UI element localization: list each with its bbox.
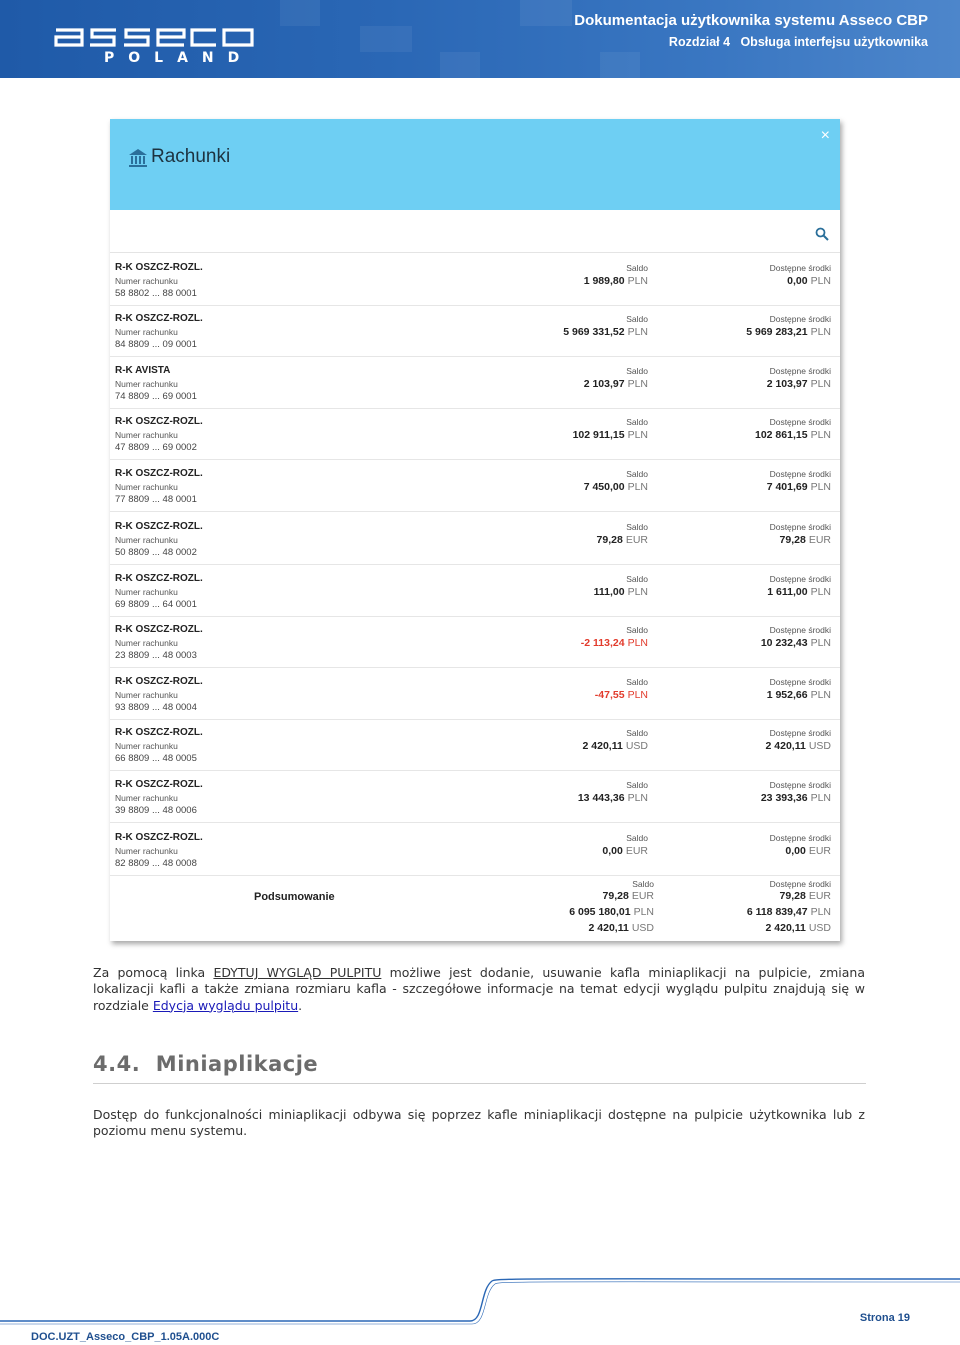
account-name: R-K OSZCZ-ROZL. (115, 832, 203, 843)
available-amount: 7 401,69 (766, 481, 808, 493)
paragraph-desktop-edit (93, 965, 865, 1014)
available-value (767, 378, 831, 390)
balance-currency: EUR (625, 534, 648, 546)
balance-amount: 2 420,11 (582, 740, 623, 752)
account-number-label: Numer rachunku (115, 587, 178, 597)
available-amount: 79,28 (779, 534, 806, 546)
account-row[interactable] (110, 305, 840, 357)
available-value (767, 586, 831, 598)
summary-available-currency: USD (808, 922, 831, 934)
balance-amount: -47,55 (594, 689, 625, 701)
account-number: 66 8809 ... 48 0005 (115, 753, 197, 764)
balance-currency: PLN (627, 586, 648, 598)
balance-amount: 111,00 (593, 586, 625, 598)
account-number: 58 8802 ... 88 0001 (115, 288, 197, 299)
account-name: R-K OSZCZ-ROZL. (115, 573, 203, 584)
available-currency: PLN (810, 586, 831, 598)
account-number: 74 8809 ... 69 0001 (115, 391, 197, 402)
balance-currency: PLN (627, 637, 648, 649)
balance-value (602, 845, 648, 857)
balance-amount: 5 969 331,52 (563, 326, 625, 338)
available-currency: EUR (808, 534, 831, 546)
balance-label: Saldo (626, 625, 648, 635)
available-currency: USD (808, 740, 831, 752)
available-value (767, 481, 831, 493)
account-number-label: Numer rachunku (115, 482, 178, 492)
summary-available-amount: 79,28 (779, 890, 806, 902)
available-label: Dostępne środki (769, 574, 831, 584)
bank-icon (128, 148, 148, 168)
account-row[interactable] (110, 824, 840, 876)
balance-label: Saldo (626, 522, 648, 532)
balance-label: Saldo (626, 314, 648, 324)
text: możliwe jest dodanie, usuwanie kafla miniaplikacji na pulpicie, zmiana lokalizacji kafli a także zmiana rozmiaru kafla - szczegółowe informacje na temat edycji wyglądu pulpitu znajdują się w rozdziale (93, 965, 865, 1013)
header-pattern (360, 26, 412, 52)
account-row[interactable] (110, 513, 840, 565)
summary-balance-line (603, 890, 654, 902)
available-value (767, 689, 831, 701)
summary-available-line (780, 890, 831, 902)
account-number-label: Numer rachunku (115, 430, 178, 440)
summary-available-line (747, 906, 831, 918)
header-pattern (520, 0, 572, 26)
balance-value (578, 792, 648, 804)
summary-balance-line (569, 906, 654, 918)
balance-currency: EUR (625, 845, 648, 857)
account-name: R-K OSZCZ-ROZL. (115, 676, 203, 687)
summary-balance-amount: 79,28 (602, 890, 629, 902)
balance-value (584, 275, 648, 287)
available-currency: PLN (810, 378, 831, 390)
account-name: R-K OSZCZ-ROZL. (115, 416, 203, 427)
document-id: DOC.UZT_Asseco_CBP_1.05A.000C (31, 1331, 220, 1343)
summary-balance-currency: USD (631, 922, 654, 934)
available-value (780, 534, 831, 546)
close-icon[interactable]: × (820, 127, 830, 144)
available-label: Dostępne środki (769, 625, 831, 635)
balance-label: Saldo (626, 728, 648, 738)
account-number-label: Numer rachunku (115, 690, 178, 700)
available-amount: 1 952,66 (766, 689, 808, 701)
summary-available-line (766, 922, 831, 934)
account-number-label: Numer rachunku (115, 535, 178, 545)
account-row[interactable] (110, 408, 840, 460)
balance-amount: 7 450,00 (583, 481, 625, 493)
available-amount: 5 969 283,21 (746, 326, 808, 338)
account-name: R-K OSZCZ-ROZL. (115, 313, 203, 324)
available-currency: PLN (810, 481, 831, 493)
available-amount: 1 611,00 (767, 586, 808, 598)
available-currency: PLN (810, 326, 831, 338)
document-title: Dokumentacja użytkownika systemu Asseco CBP (574, 12, 928, 29)
balance-amount: 102 911,15 (572, 429, 625, 441)
available-currency: PLN (810, 429, 831, 441)
section-divider (93, 1083, 866, 1084)
header-pattern (440, 52, 480, 78)
balance-value (594, 586, 648, 598)
balance-label: Saldo (626, 366, 648, 376)
account-name: R-K OSZCZ-ROZL. (115, 779, 203, 790)
account-name: R-K OSZCZ-ROZL. (115, 521, 203, 532)
balance-value (573, 429, 648, 441)
text: . (298, 997, 303, 1013)
accounts-widget (110, 119, 840, 941)
available-label: Dostępne środki (769, 677, 831, 687)
header-pattern (280, 0, 320, 26)
account-number-label: Numer rachunku (115, 793, 178, 803)
account-number-label: Numer rachunku (115, 846, 178, 856)
balance-currency: PLN (627, 326, 648, 338)
section-heading: 4.4. Miniaplikacje (93, 1052, 319, 1076)
edit-desktop-link[interactable]: EDYTUJ WYGLĄD PULPITU (213, 965, 382, 980)
balance-label: Saldo (626, 677, 648, 687)
chapter-title: Rozdział 4 Obsługa interfejsu użytkownika (668, 35, 928, 49)
available-amount: 10 232,43 (760, 637, 808, 649)
account-number: 77 8809 ... 48 0001 (115, 494, 197, 505)
account-number: 82 8809 ... 48 0008 (115, 858, 197, 869)
account-number: 47 8809 ... 69 0002 (115, 442, 197, 453)
account-name: R-K AVISTA (115, 365, 171, 376)
balance-amount: 13 443,36 (577, 792, 625, 804)
available-value (766, 740, 831, 752)
account-name: R-K OSZCZ-ROZL. (115, 262, 203, 273)
available-currency: PLN (810, 275, 831, 287)
text: Za pomocą linka (93, 965, 214, 980)
balance-currency: PLN (627, 689, 648, 701)
search-icon[interactable] (815, 227, 829, 241)
available-amount: 0,00 (787, 275, 808, 287)
account-name: R-K OSZCZ-ROZL. (115, 468, 203, 479)
balance-label: Saldo (626, 417, 648, 427)
balance-label: Saldo (626, 469, 648, 479)
available-currency: PLN (810, 637, 831, 649)
balance-amount: 79,28 (596, 534, 623, 546)
balance-currency: USD (625, 740, 648, 752)
account-row[interactable] (110, 771, 840, 823)
summary-available-amount: 2 420,11 (765, 922, 806, 934)
logo-subtitle: POLAND (104, 50, 254, 66)
summary-section (110, 876, 840, 941)
account-number-label: Numer rachunku (115, 276, 178, 286)
available-currency: EUR (808, 845, 831, 857)
available-value (761, 637, 831, 649)
account-row[interactable] (110, 719, 840, 771)
account-row[interactable] (110, 254, 840, 306)
summary-balance-currency: PLN (633, 906, 654, 918)
available-label: Dostępne środki (769, 469, 831, 479)
account-row[interactable] (110, 565, 840, 617)
balance-value (581, 637, 648, 649)
balance-currency: PLN (627, 275, 648, 287)
summary-available-currency: PLN (810, 906, 831, 918)
balance-currency: PLN (627, 378, 648, 390)
balance-amount: 2 103,97 (583, 378, 625, 390)
account-number: 50 8809 ... 48 0002 (115, 547, 197, 558)
summary-available-currency: EUR (808, 890, 831, 902)
header-pattern (600, 52, 640, 78)
available-value (761, 792, 831, 804)
page-number: Strona 19 (859, 1312, 910, 1324)
available-currency: PLN (810, 689, 831, 701)
paragraph-miniapps: Dostęp do funkcjonalności miniaplikacji odbywa się poprzez kafle miniaplikacji dostępne na pulpicie użytkownika lub z poziomu menu systemu. (93, 1107, 865, 1139)
list-top-divider (110, 252, 840, 253)
balance-label: Saldo (626, 574, 648, 584)
available-value (755, 429, 831, 441)
available-label: Dostępne środki (769, 263, 831, 273)
account-number: 93 8809 ... 48 0004 (115, 702, 197, 713)
widget-header (110, 119, 840, 210)
balance-value (563, 326, 648, 338)
summary-balance-label: Saldo (632, 879, 654, 889)
account-number: 23 8809 ... 48 0003 (115, 650, 197, 661)
summary-balance-amount: 2 420,11 (588, 922, 629, 934)
available-label: Dostępne środki (769, 417, 831, 427)
summary-balance-amount: 6 095 180,01 (569, 906, 631, 918)
available-label: Dostępne środki (769, 366, 831, 376)
available-amount: 23 393,36 (760, 792, 808, 804)
account-number: 39 8809 ... 48 0006 (115, 805, 197, 816)
balance-amount: 1 989,80 (583, 275, 625, 287)
balance-value (584, 378, 648, 390)
account-number: 84 8809 ... 09 0001 (115, 339, 197, 350)
balance-currency: PLN (627, 481, 648, 493)
account-row[interactable] (110, 357, 840, 409)
available-label: Dostępne środki (769, 833, 831, 843)
available-value (785, 845, 831, 857)
available-amount: 2 420,11 (765, 740, 806, 752)
desktop-edit-chapter-link[interactable]: Edycja wyglądu pulpitu (152, 997, 299, 1013)
document-header (0, 0, 960, 78)
summary-available-label: Dostępne środki (769, 879, 831, 889)
balance-label: Saldo (626, 780, 648, 790)
account-number: 69 8809 ... 64 0001 (115, 599, 197, 610)
summary-label: Podsumowanie (254, 891, 335, 903)
available-value (787, 275, 831, 287)
available-label: Dostępne środki (769, 728, 831, 738)
available-amount: 102 861,15 (755, 429, 808, 441)
account-number-label: Numer rachunku (115, 638, 178, 648)
summary-available-amount: 6 118 839,47 (746, 906, 808, 918)
balance-amount: 0,00 (602, 845, 623, 857)
balance-value (597, 534, 648, 546)
account-number-label: Numer rachunku (115, 327, 178, 337)
balance-currency: PLN (627, 792, 648, 804)
balance-value (595, 689, 648, 701)
balance-value (584, 481, 648, 493)
available-amount: 0,00 (785, 845, 806, 857)
widget-title: Rachunki (151, 146, 231, 167)
account-name: R-K OSZCZ-ROZL. (115, 624, 203, 635)
balance-amount: -2 113,24 (580, 637, 625, 649)
balance-label: Saldo (626, 833, 648, 843)
summary-balance-currency: EUR (631, 890, 654, 902)
available-label: Dostępne środki (769, 522, 831, 532)
available-currency: PLN (810, 792, 831, 804)
available-label: Dostępne środki (769, 314, 831, 324)
available-label: Dostępne środki (769, 780, 831, 790)
balance-currency: PLN (627, 429, 648, 441)
account-number-label: Numer rachunku (115, 741, 178, 751)
summary-balance-line (589, 922, 654, 934)
account-row[interactable] (110, 616, 840, 668)
account-name: R-K OSZCZ-ROZL. (115, 727, 203, 738)
available-amount: 2 103,97 (766, 378, 808, 390)
balance-value (583, 740, 648, 752)
account-number-label: Numer rachunku (115, 379, 178, 389)
balance-label: Saldo (626, 263, 648, 273)
account-row[interactable] (110, 668, 840, 720)
available-value (746, 326, 831, 338)
account-row[interactable] (110, 460, 840, 512)
